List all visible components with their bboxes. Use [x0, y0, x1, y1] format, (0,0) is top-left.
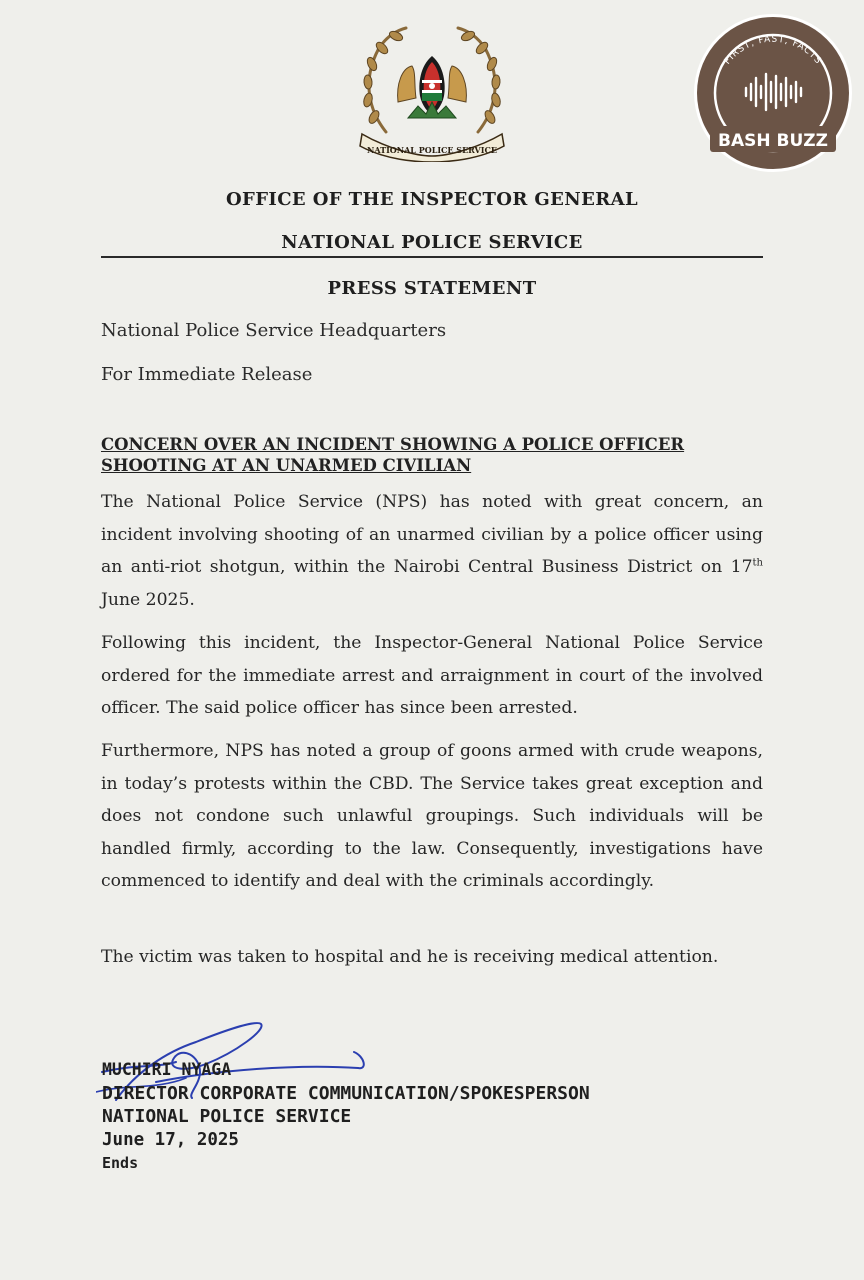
signatory-name: MUCHIRI NYAGA — [102, 1060, 232, 1079]
brand-name: BASH BUZZ — [718, 131, 828, 151]
paragraph-1-date: June 2025. — [101, 589, 195, 610]
location-line: National Police Service Headquarters — [101, 320, 447, 341]
crest-ribbon-text: NATIONAL POLICE SERVICE — [367, 145, 497, 155]
paragraph-1 — [101, 486, 763, 616]
statement-date: June 17, 2025 — [102, 1130, 239, 1150]
press-statement-heading: PRESS STATEMENT — [327, 278, 537, 299]
paragraph-2: Following this incident, the Inspector-General National Police Service ordered for the immediate arrest and arraignment in court of the involved officer. The said police officer has since been arrested. — [101, 633, 763, 719]
national-police-crest-icon — [356, 22, 508, 162]
signatory-organization: NATIONAL POLICE SERVICE — [102, 1106, 352, 1127]
header-divider — [101, 256, 763, 258]
release-line: For Immediate Release — [101, 364, 313, 385]
paragraph-4: The victim was taken to hospital and he is receiving medical attention. — [101, 947, 719, 967]
signatory-title: DIRECTOR CORPORATE COMMUNICATION/SPOKESPERSON — [102, 1083, 590, 1104]
office-heading: OFFICE OF THE INSPECTOR GENERAL — [225, 189, 639, 210]
statement-title-line-1: CONCERN OVER AN INCIDENT SHOWING A POLICE OFFICER — [101, 435, 685, 454]
service-heading: NATIONAL POLICE SERVICE — [281, 232, 583, 253]
paragraph-1-text: The National Police Service (NPS) has noted with great concern, an incident involving shooting of an unarmed civilian by a police officer using an anti-riot shotgun, within the Nairobi Central Business District on 17 — [101, 492, 763, 578]
statement-title — [101, 434, 763, 476]
bash-buzz-logo — [692, 12, 854, 174]
statement-title-line-2: SHOOTING AT AN UNARMED CIVILIAN — [101, 456, 472, 475]
paragraph-3: Furthermore, NPS has noted a group of goons armed with crude weapons, in today’s protests within the CBD. The Service takes great exception and does not condone such unlawful groupings. Such individuals will be handled firmly, according to the law. Consequently, investigations have commenced to identify and deal with the criminals accordingly. — [101, 741, 763, 892]
ordinal-suffix: th — [752, 557, 763, 569]
ends-marker: Ends — [102, 1154, 139, 1172]
brand-tagline: FIRST, FAST, FACTS — [722, 34, 824, 67]
